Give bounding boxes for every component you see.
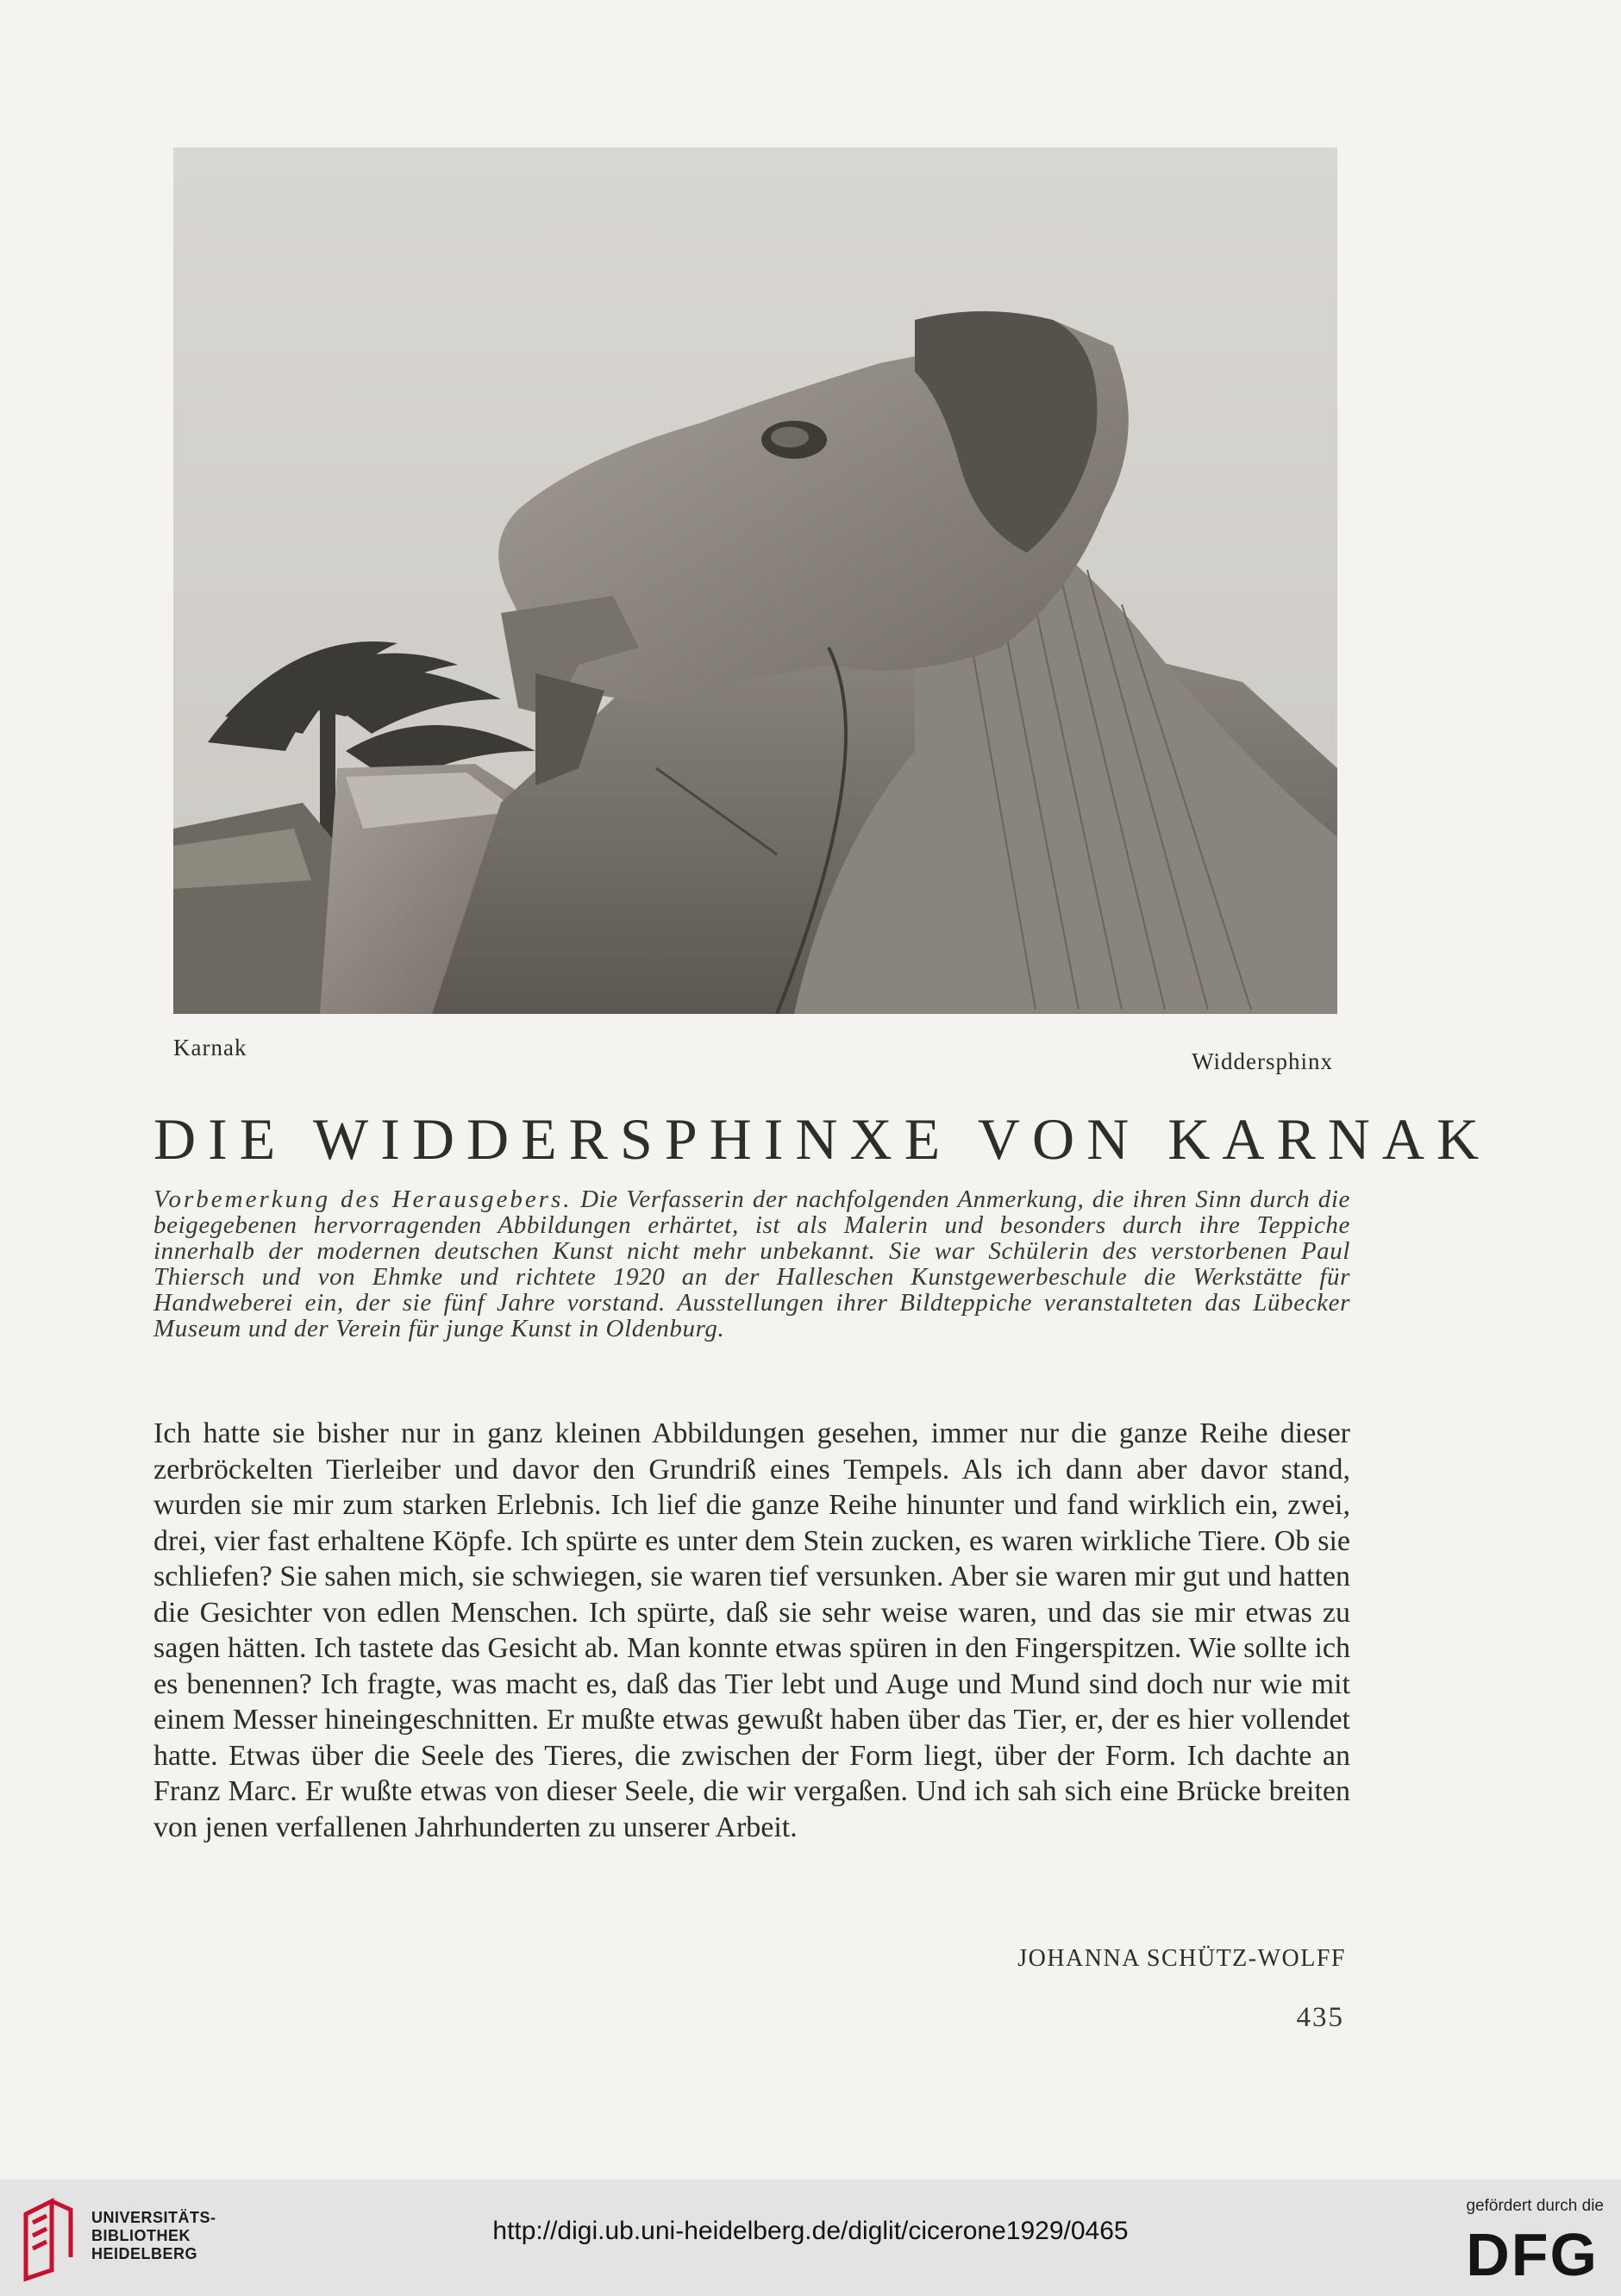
body-paragraph: Ich hatte sie bisher nur in ganz kleinen Abbildungen gesehen, immer nur die ganze Reihe dieser zerbröckelten Tierleiber und davor den Grundriß eines Tempels. Als ich dann aber davor stand, wurden sie mir zum starken Erlebnis. Ich lief die ganze Reihe hinunter und fand wirklich ein, zwei, drei, vier fast erhaltene Köpfe. Ich spürte es unter dem Stein zucken, es waren wirkliche Tiere. Ob sie schliefen? Sie sahen mich, sie schwiegen, sie waren tief versunken. Aber sie waren mir gut und hatten die Gesichter von edlen Menschen. Ich spürte, daß sie sehr weise waren, und das sie mir etwas zu sagen hätten. Ich tastete das Gesicht ab. Man konnte etwas spüren in den Fingerspitzen. Wie sollte ich es benennen? Ich fragte, was macht es, daß das Tier lebt und Auge und Mund sind doch nur wie mit einem Messer hineingeschnitten. Er mußte etwas gewußt haben über das Tier, er, der es hier vollendet hatte. Etwas über die Seele des Tieres, die zwischen der Form liegt, über der Form. Ich dachte an Franz Marc. Er wußte etwas von dieser Seele, die wir vergaßen. Und ich sah sich eine Brücke breiten von jenen verfallenen Jahrhunderten zu unserer Arbeit. — [153, 1417, 1350, 1843]
editor-preface — [153, 1186, 1350, 1342]
library-name-line: BIBLIOTHEK — [91, 2227, 191, 2244]
author-signature: JOHANNA SCHÜTZ-WOLFF — [1017, 1945, 1346, 1972]
preface-lead: Vorbemerkung des Herausgebers. — [153, 1186, 573, 1213]
library-name-line: HEIDELBERG — [91, 2245, 198, 2262]
funding-label: gefördert durch die — [1466, 2197, 1604, 2215]
page-number: 435 — [1296, 2002, 1344, 2033]
digitization-footer — [0, 2180, 1621, 2296]
article-title: DIE WIDDERSPHINXE VON KARNAK — [153, 1106, 1492, 1172]
library-name-line: UNIVERSITÄTS- — [91, 2209, 216, 2226]
permalink-url[interactable]: http://digi.ub.uni-heidelberg.de/diglit/cicerone1929/0465 — [492, 2217, 1129, 2245]
dfg-logo: DFG — [1466, 2221, 1599, 2288]
ram-sphinx-image — [173, 147, 1337, 1014]
caption-location: Karnak — [173, 1035, 247, 1060]
sphinx-photograph — [173, 147, 1337, 1014]
preface-text: Die Verfasserin der nachfolgenden Anmerkung, die ihren Sinn durch die beigegebenen hervorragenden Abbildungen erhärtet, ist als Malerin und besonders durch ihre Teppiche innerhalb der modernen deutschen Kunst nicht mehr unbekannt. Sie war Schülerin des verstorbenen Paul Thiersch und von Ehmke und richtete 1920 an der Halleschen Kunstgewerbeschule die Werkstätte für Handweberei ein, der sie fünf Jahre vorstand. Ausstellungen ihrer Bildteppiche veranstalteten das Lübecker Museum und der Verein für junge Kunst in Oldenburg. — [153, 1186, 1350, 1342]
article-body — [153, 1416, 1350, 1845]
caption-subject: Widdersphinx — [1192, 1048, 1333, 1074]
